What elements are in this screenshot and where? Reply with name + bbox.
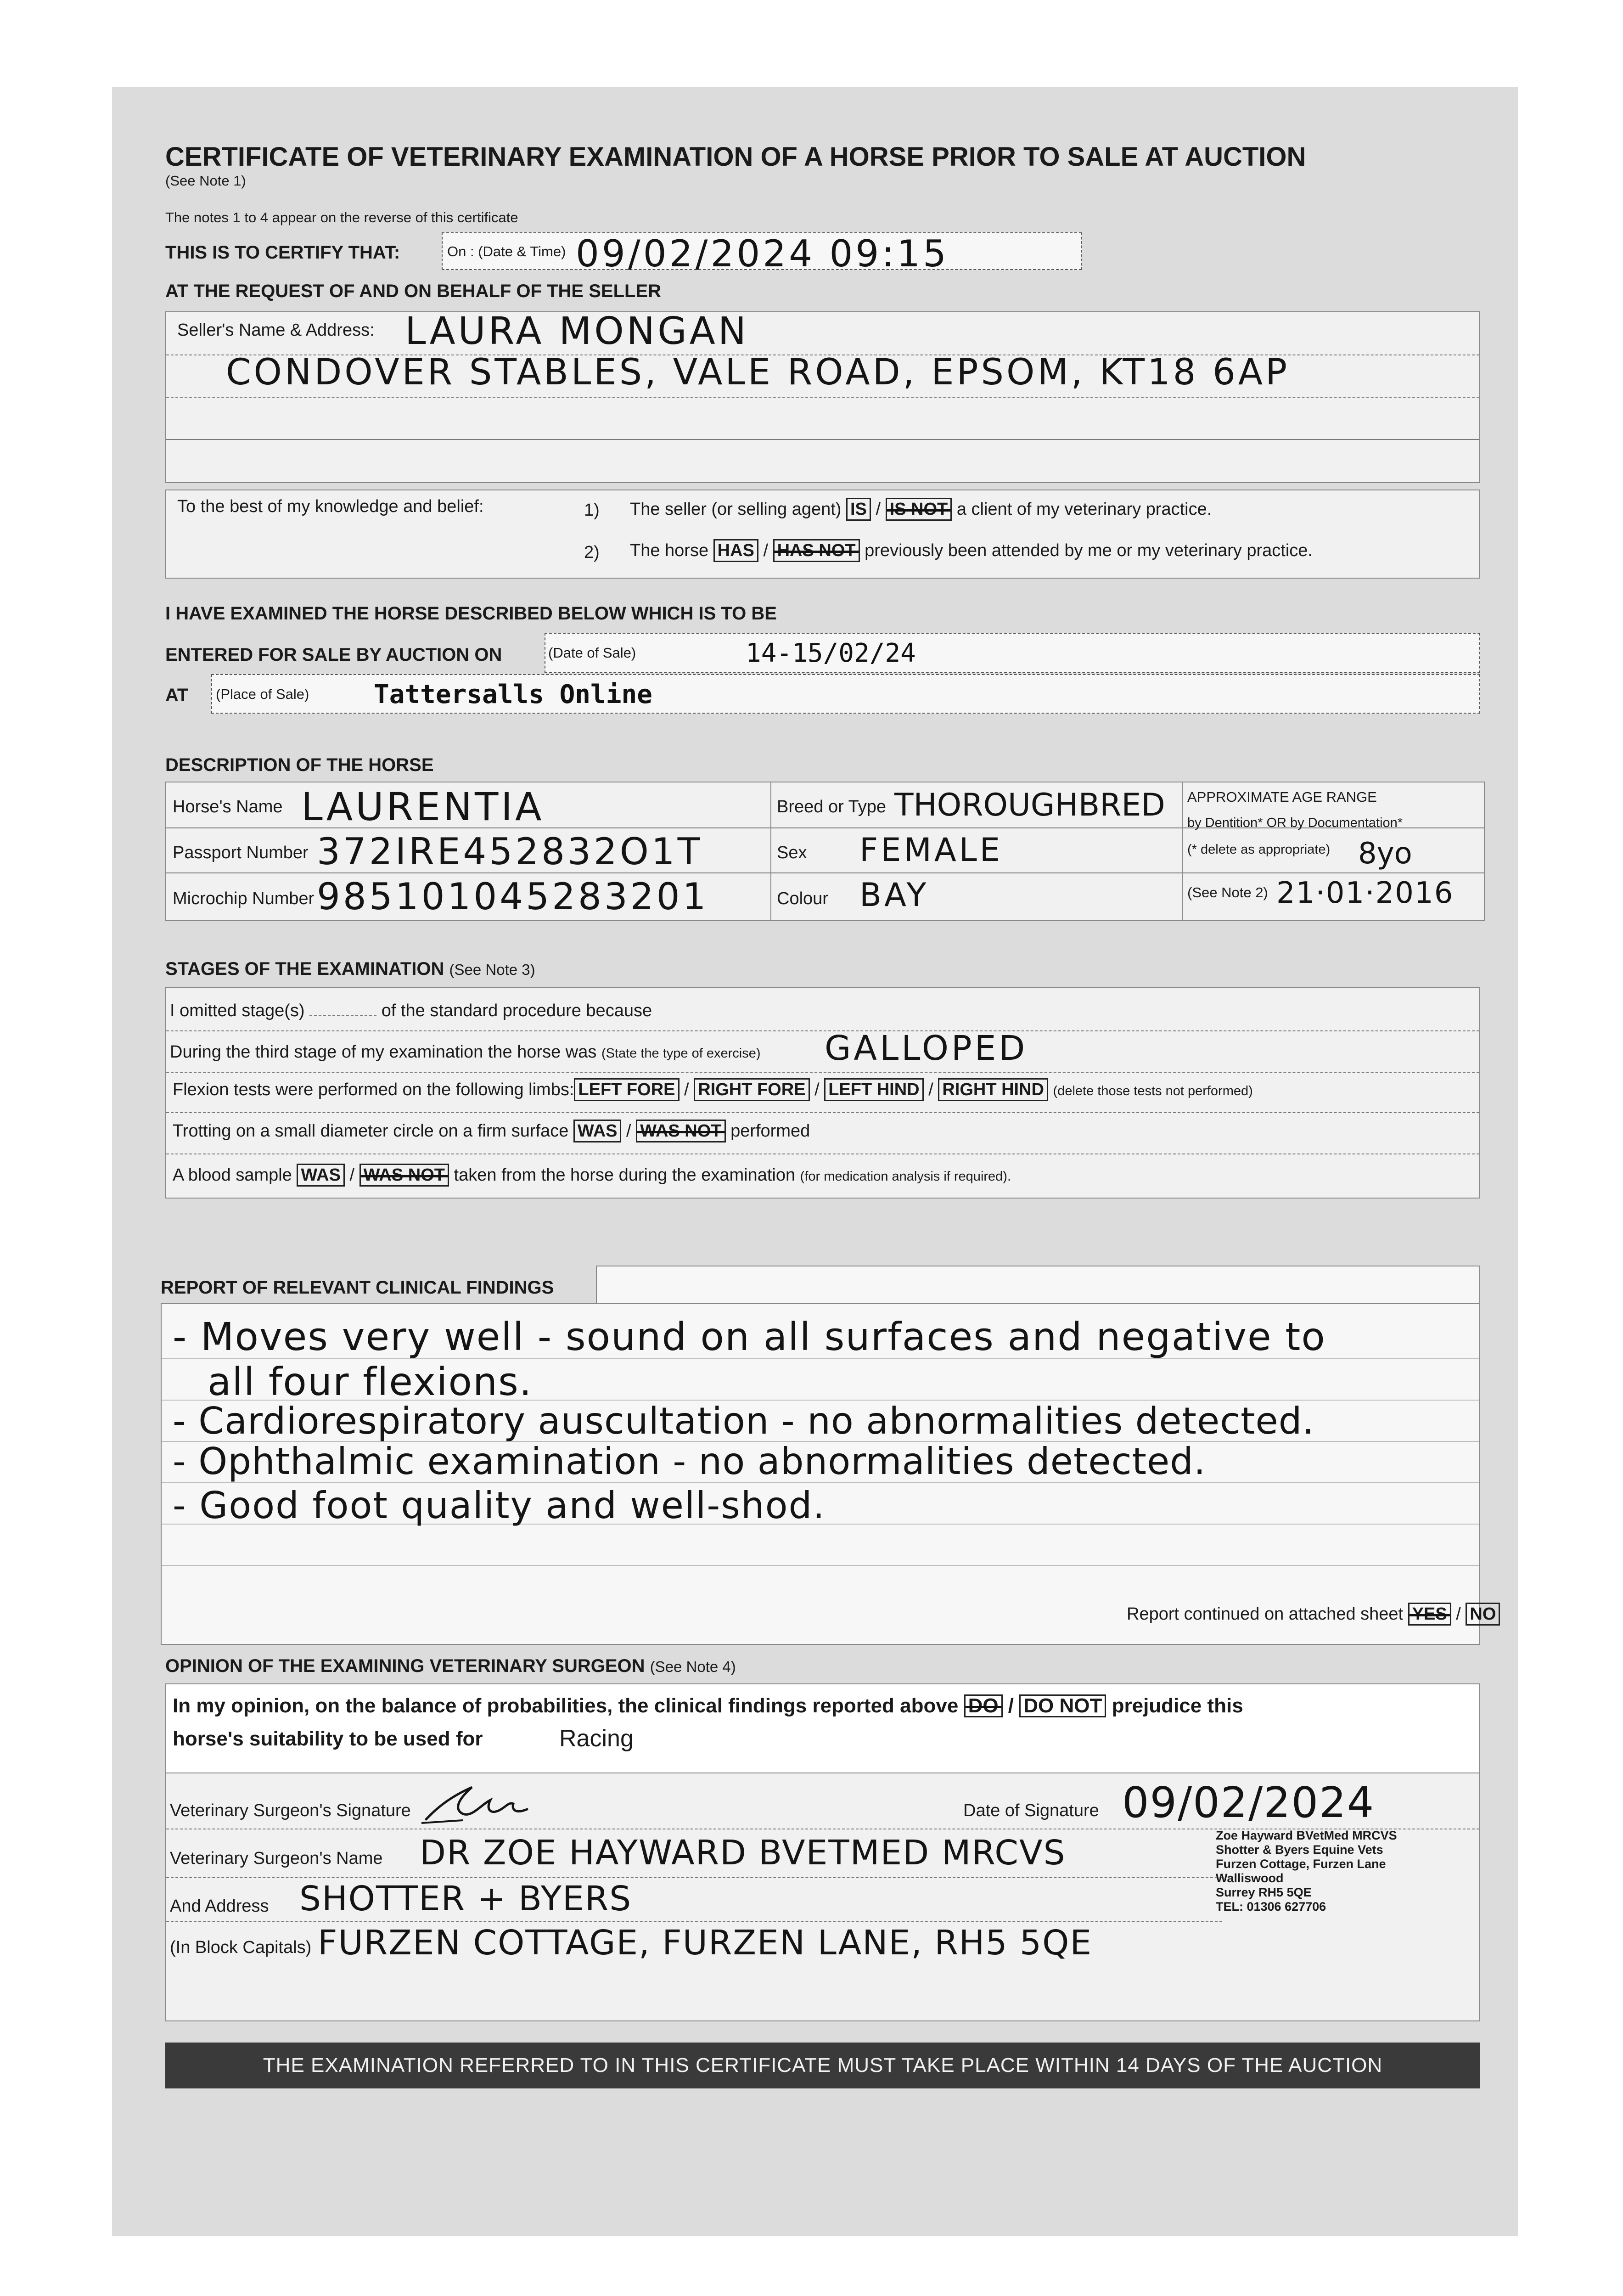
horse-name-label: Horse's Name [173, 797, 283, 816]
surgeon-name-value[interactable]: DR ZOE HAYWARD BVETMED MRCVS [420, 1833, 1066, 1873]
belief-box [165, 490, 1480, 579]
passport-label: Passport Number [173, 843, 309, 862]
opinion-title [165, 1656, 736, 1677]
seller-address[interactable]: CONDOVER STABLES, VALE ROAD, EPSOM, KT18 6AP [226, 352, 1290, 393]
colour-label: Colour [777, 889, 828, 908]
flexion-left-fore[interactable]: LEFT FORE [574, 1078, 679, 1101]
age-value[interactable]: 8yo [1358, 837, 1412, 871]
flexion-right-hind[interactable]: RIGHT HIND [938, 1078, 1048, 1101]
date-of-birth-value[interactable]: 21·01·2016 [1276, 876, 1454, 910]
belief-item2-number: 2) [584, 543, 600, 562]
report-continued: Report continued on attached sheet YES / NO [1127, 1603, 1500, 1626]
stamp-line: Surrey RH5 5QE [1216, 1885, 1312, 1899]
third-stage-text: During the third stage of my examination the horse was [170, 1042, 597, 1062]
description-box [165, 782, 1485, 921]
stamp-line: Furzen Cottage, Furzen Lane [1216, 1857, 1386, 1871]
sale-date-value: 14-15/02/24 [746, 638, 916, 668]
horse-has-option[interactable]: HAS [713, 539, 758, 562]
surgeon-signature-image [421, 1777, 536, 1828]
flexion-label: Flexion tests were performed on the following limbs: [173, 1080, 574, 1099]
age-delete-note: (* delete as appropriate) [1187, 842, 1331, 857]
seller-box [165, 311, 1480, 483]
intended-use-value[interactable]: Racing [559, 1725, 634, 1752]
belief-item2-text: The horse [630, 541, 709, 560]
flexion-line: Flexion tests were performed on the following limbs: LEFT FORE / RIGHT FORE / LEFT HIND / RIGHT HIND (delete those tests not performed) [173, 1078, 1253, 1101]
belief-item2-tail: previously been attended by me or my veterinary practice. [865, 541, 1313, 560]
exam-datetime-value: 09/02/2024 09:15 [576, 232, 949, 275]
age-title: APPROXIMATE AGE RANGE [1187, 789, 1377, 805]
prejudice-do-option[interactable]: DO [964, 1694, 1003, 1717]
belief-item1-number: 1) [584, 501, 600, 520]
stages-box [165, 987, 1480, 1199]
report-line-2[interactable]: all four flexions. [208, 1359, 533, 1404]
notes-line: The notes 1 to 4 appear on the reverse of this certificate [165, 209, 518, 225]
third-stage-hint: (State the type of exercise) [601, 1046, 761, 1061]
practice-stamp [1216, 1829, 1418, 1914]
belief-intro: To the best of my knowledge and belief: [177, 497, 484, 516]
blood-was-not-option[interactable]: WAS NOT [359, 1164, 449, 1187]
surgeon-name-label: Veterinary Surgeon's Name [170, 1849, 383, 1868]
flexion-right-fore[interactable]: RIGHT FORE [694, 1078, 809, 1101]
sale-place-field[interactable] [211, 674, 1480, 714]
surgeon-address-line-2[interactable]: FURZEN COTTAGE, FURZEN LANE, RH5 5QE [318, 1923, 1093, 1963]
stages-title [165, 959, 535, 979]
sale-date-label: (Date of Sale) [548, 645, 636, 661]
surgeon-address-line-1[interactable]: SHOTTER + BYERS [299, 1879, 632, 1919]
microchip-value[interactable]: 985101045283201 [317, 875, 709, 918]
stages-note: (See Note 3) [449, 961, 535, 978]
trotting-was-option[interactable]: WAS [573, 1120, 622, 1142]
report-line-3[interactable]: - Cardiorespiratory auscultation - no abnormalities detected. [173, 1400, 1314, 1442]
footer-banner: THE EXAMINATION REFERRED TO IN THIS CERTIFICATE MUST TAKE PLACE WITHIN 14 DAYS OF THE AUCTION [165, 2043, 1480, 2088]
at-label: AT [165, 685, 189, 705]
trotting-line: Trotting on a small diameter circle on a firm surface WAS / WAS NOT performed [173, 1120, 810, 1142]
entered-label: ENTERED FOR SALE BY AUCTION ON [165, 645, 502, 665]
report-title: REPORT OF RELEVANT CLINICAL FINDINGS [161, 1277, 554, 1298]
seller-is-option[interactable]: IS [846, 498, 871, 521]
opinion-title-text: OPINION OF THE EXAMINING VETERINARY SURGEON [165, 1656, 645, 1676]
breed-label: Breed or Type [777, 797, 887, 816]
stamp-line: TEL: 01306 627706 [1216, 1900, 1326, 1913]
prejudice-do-not-option[interactable]: DO NOT [1019, 1694, 1106, 1717]
age-by-dentition: by Dentition* OR by Documentation* [1187, 816, 1403, 830]
examined-label: I HAVE EXAMINED THE HORSE DESCRIBED BELOW WHICH IS TO BE [165, 603, 777, 624]
sale-place-label: (Place of Sale) [216, 686, 309, 702]
date-signature-label: Date of Signature [963, 1801, 1099, 1820]
certificate-page [112, 87, 1518, 2236]
third-stage-line [170, 1042, 761, 1062]
blood-tail: taken from the horse during the examination [454, 1165, 796, 1185]
sale-place-value: Tattersalls Online [374, 680, 652, 709]
report-line-4[interactable]: - Ophthalmic examination - no abnormalities detected. [173, 1440, 1206, 1483]
address-label: And Address [170, 1896, 269, 1916]
request-label: AT THE REQUEST OF AND ON BEHALF OF THE SELLER [165, 281, 661, 301]
continued-yes-option[interactable]: YES [1408, 1603, 1451, 1626]
description-title: DESCRIPTION OF THE HORSE [165, 755, 434, 775]
opinion-text: In my opinion, on the balance of probabilities, the clinical findings reported above [173, 1694, 959, 1717]
stages-title-text: STAGES OF THE EXAMINATION [165, 959, 444, 979]
age-note: (See Note 2) [1187, 884, 1268, 900]
flexion-left-hind[interactable]: LEFT HIND [824, 1078, 923, 1101]
continued-no-option[interactable]: NO [1466, 1603, 1500, 1626]
breed-value[interactable]: THOROUGHBRED [894, 787, 1165, 823]
trotting-was-not-option[interactable]: WAS NOT [636, 1120, 725, 1142]
opinion-note: (See Note 4) [650, 1658, 736, 1675]
stamp-line: Walliswood [1216, 1871, 1284, 1885]
surgeon-box [165, 1773, 1480, 2021]
exam-datetime-label: On : (Date & Time) [447, 243, 566, 259]
exam-datetime-field[interactable] [442, 232, 1082, 275]
opinion-line-2: horse's suitability to be used for [173, 1728, 483, 1750]
microchip-label: Microchip Number [173, 889, 314, 908]
flexion-note: (delete those tests not performed) [1053, 1084, 1253, 1098]
horse-name-value[interactable]: LAURENTIA [301, 784, 545, 829]
seller-is-not-option[interactable]: IS NOT [886, 498, 952, 521]
report-continued-text: Report continued on attached sheet [1127, 1604, 1404, 1624]
third-stage-value[interactable]: GALLOPED [825, 1029, 1028, 1068]
trotting-tail: performed [730, 1121, 810, 1141]
blood-line: A blood sample WAS / WAS NOT taken from the horse during the examination (for medication analysis if required). [173, 1164, 1011, 1187]
date-signature-value[interactable]: 09/02/2024 [1122, 1778, 1375, 1827]
certify-label: THIS IS TO CERTIFY THAT: [165, 242, 400, 263]
see-note-1: (See Note 1) [165, 173, 246, 189]
block-capitals-label: (In Block Capitals) [170, 1938, 312, 1957]
certificate-title: CERTIFICATE OF VETERINARY EXAMINATION OF A HORSE PRIOR TO SALE AT AUCTION [165, 142, 1306, 172]
belief-item1-tail: a client of my veterinary practice. [956, 500, 1212, 519]
opinion-tail: prejudice this [1112, 1694, 1243, 1717]
report-box [161, 1303, 1496, 1645]
omitted-stage-field[interactable] [309, 1015, 376, 1016]
signature-label: Veterinary Surgeon's Signature [170, 1801, 411, 1820]
belief-item2: The horse HAS / HAS NOT previously been attended by me or my veterinary practice. [630, 539, 1313, 562]
opinion-statement-box [165, 1683, 1480, 1774]
seller-name[interactable]: LAURA MONGAN [405, 310, 749, 353]
blood-was-option[interactable]: WAS [297, 1164, 345, 1187]
passport-value[interactable]: 372IRE452832O1T [317, 830, 703, 873]
stamp-line: Shotter & Byers Equine Vets [1216, 1843, 1383, 1857]
omitted-tail: of the standard procedure because [381, 1001, 652, 1020]
seller-label: Seller's Name & Address: [177, 321, 375, 340]
belief-item1: The seller (or selling agent) IS / IS NOT a client of my veterinary practice. [630, 498, 1212, 521]
omitted-line [170, 1001, 652, 1021]
blood-text: A blood sample [173, 1165, 292, 1185]
blood-note: (for medication analysis if required). [800, 1169, 1011, 1184]
sex-value[interactable]: FEMALE [859, 831, 1003, 869]
belief-item1-text: The seller (or selling agent) [630, 500, 842, 519]
report-line-5[interactable]: - Good foot quality and well-shod. [173, 1484, 826, 1527]
sale-date-field[interactable] [545, 633, 1480, 673]
stamp-line: Zoe Hayward BVetMed MRCVS [1216, 1829, 1397, 1842]
report-line-1[interactable]: - Moves very well - sound on all surfaces and negative to [173, 1314, 1326, 1359]
colour-value[interactable]: BAY [859, 876, 929, 914]
trotting-text: Trotting on a small diameter circle on a firm surface [173, 1121, 569, 1141]
omitted-text: I omitted stage(s) [170, 1001, 305, 1020]
sex-label: Sex [777, 843, 807, 862]
opinion-line-1: In my opinion, on the balance of probabilities, the clinical findings reported above DO / DO NOT prejudice this [173, 1694, 1243, 1717]
horse-has-not-option[interactable]: HAS NOT [773, 539, 860, 562]
